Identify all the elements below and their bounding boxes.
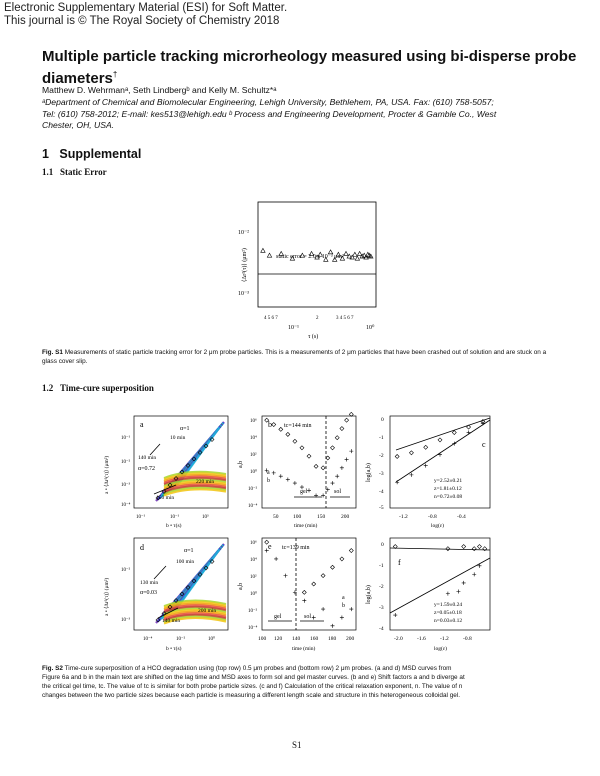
panel-e-xtick-5: 180 <box>328 636 337 642</box>
exponent-b-point <box>456 589 460 593</box>
s1-annotation: static error = 2.0 x 10⁻³ μm² <box>276 254 344 260</box>
affiliation-line-1: ᵃDepartment of Chemical and Biomolecular Engineering, Lehigh University, Bethlehem, PA, USA. Fax: (610) 758-5057; <box>42 97 494 107</box>
exponent-b-point <box>438 453 442 457</box>
panel-d <box>103 538 228 652</box>
figure-s2 <box>88 408 508 653</box>
shift-factor-a-point <box>335 474 339 478</box>
figure-s1-caption-text: Measurements of static particle tracking error for 2 μm probe particles. This is a measurements of 2 μm particles that have been crashed out of solution and are stuck on a glass cover slip. <box>42 349 547 365</box>
shift-factor-a-point <box>349 449 353 453</box>
shift-factor-b-point <box>335 436 339 440</box>
paper-title <box>42 48 582 88</box>
panel-b-ytick-3: 10² <box>250 453 257 458</box>
panel-c-fit-a <box>396 418 490 450</box>
panel-d-time-1: 100 min <box>176 559 195 565</box>
panel-c <box>365 416 490 529</box>
panel-b-ytick-1: 10⁶ <box>250 419 257 424</box>
panel-d-time-4: 140 min <box>162 618 181 624</box>
panel-c-ytick-1: 0 <box>381 417 384 423</box>
s1-xminor-right: 3 4 5 6 7 <box>336 316 354 321</box>
figure-s2-caption-4: changes between the two particle sizes because each particle is measuring a different length scale and structure in this heterogeneous colloidal gel. <box>42 692 461 699</box>
panel-a <box>103 416 228 529</box>
panel-a-alpha2: α=0.72 <box>138 466 156 472</box>
panel-b-ytick-6: 10⁻⁴ <box>248 504 258 509</box>
shift-factor-b-point <box>307 454 311 458</box>
s1-data-point <box>360 254 364 258</box>
shift-factor-b-point <box>340 557 344 561</box>
shift-factor-a-point <box>331 624 335 628</box>
panel-c-ytick-3: -2 <box>379 453 384 459</box>
panel-d-xtick-2: 10⁻² <box>176 637 186 642</box>
panel-f-xtick-4: -0.8 <box>463 636 472 642</box>
panel-f-xtick-3: -1.2 <box>440 636 449 642</box>
panel-c-xtick-3: -0.4 <box>457 514 466 520</box>
section-1-title: Supplemental <box>59 147 142 161</box>
shift-factor-a-point <box>272 471 276 475</box>
panel-c-fit-b <box>396 420 490 482</box>
panel-e-ytick-3: 10² <box>250 575 257 580</box>
shift-factor-a-point <box>302 599 306 603</box>
figure-s2-caption-label: Fig. S2 <box>42 665 63 672</box>
panel-a-xtick-3: 10³ <box>202 515 209 520</box>
panel-b-xtick-2: 100 <box>293 514 302 520</box>
panel-a-time-1: 10 min <box>170 435 186 441</box>
header-line-2: This journal is © The Royal Society of Chemistry 2018 <box>4 15 280 27</box>
panel-b-legend-a: a <box>267 470 270 476</box>
s1-xmajor-1: 10⁻¹ <box>288 325 299 331</box>
page-number: S1 <box>292 740 302 750</box>
panel-a-ytick-1: 10⁻¹ <box>121 436 131 441</box>
shift-factor-b-point <box>321 574 325 578</box>
exponent-a-point <box>446 547 450 551</box>
shift-factor-b-point <box>286 432 290 436</box>
panel-e-sol: sol <box>304 614 312 620</box>
panel-b <box>238 412 356 529</box>
panel-b-ytick-4: 10⁰ <box>250 470 258 475</box>
shift-factor-b-point <box>321 466 325 470</box>
shift-factor-a-point <box>340 615 344 619</box>
panel-b-xtick-3: 150 <box>317 514 326 520</box>
panel-e-ytick-5: 10⁻² <box>248 609 258 614</box>
panel-d-time-2: 130 min <box>140 580 159 586</box>
panel-f-ytick-3: -2 <box>379 584 384 590</box>
subsection-1-2-number: 1.2 <box>42 383 54 393</box>
subsection-1-2-heading <box>42 383 154 393</box>
shift-factor-a-point <box>331 481 335 485</box>
shift-factor-a-point <box>345 457 349 461</box>
panel-d-ytick-2: 10⁻³ <box>121 618 131 623</box>
panel-d-ytick-1: 10⁻² <box>121 568 131 573</box>
panel-f-fit-2: z=0.05±0.18 <box>434 610 462 616</box>
panel-c-points <box>395 420 485 485</box>
s1-data-point <box>261 248 265 252</box>
panel-e-tc: tc=139 min <box>282 545 310 551</box>
panel-c-ytick-5: -4 <box>379 489 384 495</box>
panel-a-ytick-3: 10⁻³ <box>121 483 131 488</box>
msd-sol-curve <box>179 549 219 604</box>
panel-c-ylabel: log(a,b) <box>366 463 372 482</box>
panel-a-time-3: 220 min <box>196 479 215 485</box>
shift-factor-b-point <box>331 565 335 569</box>
panel-c-ytick-4: -3 <box>379 471 384 477</box>
exponent-a-point <box>409 451 413 455</box>
panel-a-xtick-1: 10⁻¹ <box>136 515 146 520</box>
shift-factor-a-point <box>293 481 297 485</box>
figure-s2-caption-1: Time-cure superposition of a HCO degradation using (top row) 0.5 μm probes and (bottom row) 2 μm probes. (a and d) MSD curves from <box>64 665 452 672</box>
exponent-a-point <box>395 454 399 458</box>
shift-factor-b-point <box>345 418 349 422</box>
s1-data-point <box>353 252 357 256</box>
panel-e-xtick-6: 200 <box>346 636 355 642</box>
panel-e-legend-a: a <box>342 595 345 601</box>
exponent-b-point <box>472 572 476 576</box>
s1-xminor-left: 4 5 6 7 <box>264 316 278 321</box>
panel-c-xlabel: log(ε) <box>431 523 445 529</box>
affiliation <box>42 97 582 132</box>
title-line-1: Multiple particle tracking microrheology measured using bi-disperse probe <box>42 48 577 65</box>
panel-a-ytick-4: 10⁻⁴ <box>121 503 131 508</box>
panel-a-label: a <box>140 420 144 429</box>
subsection-1-2-title: Time-cure superposition <box>60 383 154 393</box>
exponent-a-point <box>452 431 456 435</box>
shift-factor-b-point <box>331 446 335 450</box>
s1-xminor-mid: 2 <box>316 316 319 321</box>
exponent-b-point <box>393 613 397 617</box>
shift-factor-a-point <box>286 478 290 482</box>
panel-b-ytick-2: 10⁴ <box>250 436 257 441</box>
panel-b-xlabel: time (min) <box>294 523 318 529</box>
shift-factor-b-point <box>340 427 344 431</box>
section-1-number: 1 <box>42 147 49 161</box>
authors: Matthew D. Wehrmanᵃ, Seth Lindbergᵇ and Kelly M. Schultz*ᵃ <box>42 85 277 95</box>
panel-f-label: f <box>398 558 401 567</box>
figure-s1-caption-label: Fig. S1 <box>42 349 63 356</box>
panel-f <box>365 538 490 652</box>
shift-factor-a-point <box>279 474 283 478</box>
panel-d-arrow-1 <box>154 566 166 579</box>
panel-f-ytick-1: 0 <box>381 542 384 548</box>
exponent-b-point <box>462 581 466 585</box>
panel-a-time-4: 150 min <box>156 495 175 501</box>
s1-ytick-1: 10⁻² <box>238 230 249 236</box>
shift-factor-a-point <box>349 607 353 611</box>
panel-c-ytick-6: -5 <box>379 505 384 511</box>
shift-factor-b-point <box>300 446 304 450</box>
title-line-2: diameters <box>42 70 113 87</box>
affiliation-line-2: Tel: (610) 758-2012; E-mail: kes513@lehigh.edu ᵇ Process and Engineering Development, Procter & Gamble Co., West <box>42 108 497 119</box>
exponent-a-point <box>424 445 428 449</box>
figure-s2-caption-2: Figure 6a and b in the main text are shifted on the lag time and MSD axes to form sol and gel master curves. (b and e) Shift factors a and b diverge at <box>42 674 465 681</box>
figure-s2-caption <box>42 664 572 700</box>
panel-d-label: d <box>140 543 144 552</box>
panel-b-xtick-4: 200 <box>341 514 350 520</box>
journal-header <box>4 2 287 28</box>
panel-d-time-3: 200 min <box>198 608 217 614</box>
shift-factor-a-point <box>307 488 311 492</box>
panel-b-ylabel: a,b <box>238 460 244 468</box>
figure-s2-caption-3: the critical gel time, tc. The value of tc is similar for both probe particle sizes. (c and f) Calculation of the critical relaxation exponent, n. The value of n <box>42 683 463 690</box>
panel-e-ytick-2: 10⁴ <box>250 558 257 563</box>
title-dagger: † <box>112 70 118 79</box>
exponent-b-point <box>446 592 450 596</box>
exponent-b-point <box>409 473 413 477</box>
shift-factor-a-point <box>340 466 344 470</box>
panel-b-tc: tc=144 min <box>284 423 312 429</box>
panel-e-xtick-1: 100 <box>258 636 267 642</box>
panel-e-gel: gel <box>274 614 282 620</box>
panel-b-legend-b: b <box>267 478 270 484</box>
panel-b-label: b <box>268 420 272 429</box>
panel-e-label: e <box>268 542 272 551</box>
panel-a-xtick-2: 10⁻¹ <box>170 515 180 520</box>
panel-e-ytick-4: 10⁰ <box>250 592 258 597</box>
s1-ylabel: ⟨Δr²(τ)⟩ (μm²) <box>242 248 248 282</box>
panel-d-alpha1: α=1 <box>184 548 194 554</box>
panel-e-ytick-1: 10⁶ <box>250 541 257 546</box>
panel-e-xtick-4: 160 <box>310 636 319 642</box>
shift-factor-b-point <box>272 423 276 427</box>
shift-factor-b-point <box>279 427 283 431</box>
panel-d-ylabel: a • ⟨Δr²(τ)⟩ (μm²) <box>104 577 110 616</box>
s1-data-point <box>355 256 359 260</box>
panel-a-xlabel: b • τ(s) <box>166 523 182 529</box>
panel-f-ytick-2: -1 <box>379 563 384 569</box>
panel-f-ytick-5: -4 <box>379 626 384 632</box>
affiliation-line-3: Chester, OH, USA. <box>42 120 115 130</box>
section-1-heading <box>42 147 141 161</box>
exponent-b-point <box>395 480 399 484</box>
panel-e-xtick-3: 140 <box>292 636 301 642</box>
panel-c-xtick-1: -1.2 <box>399 514 408 520</box>
panel-a-alpha1: α=1 <box>180 426 190 432</box>
shift-factor-b-point <box>349 549 353 553</box>
panel-c-fit-3: n=0.72±0.08 <box>434 494 463 500</box>
panel-f-fit-1: y=1.59±0.24 <box>434 602 463 608</box>
panel-f-xlabel: log(ε) <box>434 646 448 652</box>
panel-a-ylabel: a • ⟨Δr²(τ)⟩ (μm²) <box>104 455 110 494</box>
panel-b-xtick-1: 50 <box>273 514 279 520</box>
panel-e-xtick-2: 120 <box>274 636 283 642</box>
panel-e-legend-b: b <box>342 603 345 609</box>
panel-c-ytick-2: -1 <box>379 435 384 441</box>
shift-factor-a-point <box>284 574 288 578</box>
exponent-a-point <box>438 438 442 442</box>
s1-data-point <box>267 253 271 257</box>
s1-ytick-2: 10⁻³ <box>238 291 249 297</box>
panel-f-xtick-1: -2.0 <box>394 636 403 642</box>
subsection-1-1-title: Static Error <box>60 167 107 177</box>
exponent-b-point <box>467 431 471 435</box>
header-line-1: Electronic Supplementary Material (ESI) for Soft Matter. <box>4 2 288 14</box>
shift-factor-a-point <box>312 615 316 619</box>
panel-c-fit-2: z=1.81±0.12 <box>434 486 462 492</box>
panel-e-ytick-6: 10⁻⁴ <box>248 626 258 631</box>
panel-a-time-2: 140 min <box>138 455 157 461</box>
panel-c-label: c <box>482 440 486 449</box>
panel-d-xtick-3: 10⁰ <box>208 637 216 642</box>
subsection-1-1-heading <box>42 167 107 177</box>
exponent-a-point <box>477 545 481 549</box>
s1-xlabel: τ (s) <box>308 334 319 340</box>
panel-e-xlabel: time (min) <box>292 646 316 652</box>
panel-c-xtick-2: -0.8 <box>428 514 437 520</box>
exponent-a-point <box>462 545 466 549</box>
panel-e <box>238 538 356 652</box>
panel-c-fit-1: y=2.52±0.21 <box>434 478 463 484</box>
panel-b-gel: gel <box>300 489 308 495</box>
shift-factor-b-point <box>314 464 318 468</box>
shift-factor-b-point <box>312 582 316 586</box>
panel-d-xtick-1: 10⁻⁴ <box>143 637 153 642</box>
exponent-b-point <box>424 464 428 468</box>
s1-xmajor-2: 10⁰ <box>366 325 375 331</box>
panel-f-frame <box>390 538 490 630</box>
panel-b-sol: sol <box>334 489 342 495</box>
panel-f-ylabel: log(a,b) <box>366 585 372 604</box>
s1-data-point <box>357 251 361 255</box>
figure-s1 <box>228 192 388 342</box>
shift-factor-a-point <box>274 557 278 561</box>
panel-d-xlabel: b • τ(s) <box>166 646 182 652</box>
shift-factor-b-point <box>302 590 306 594</box>
subsection-1-1-number: 1.1 <box>42 167 54 177</box>
panel-a-ytick-2: 10⁻² <box>121 460 131 465</box>
panel-f-xtick-2: -1.6 <box>417 636 426 642</box>
shift-factor-a-point <box>321 607 325 611</box>
panel-b-frame <box>262 416 356 508</box>
s1-data-point <box>344 251 348 255</box>
panel-e-ylabel: a,b <box>238 582 244 590</box>
panel-f-fit-3: n=0.03±0.12 <box>434 618 463 624</box>
panel-b-ytick-5: 10⁻² <box>248 487 258 492</box>
panel-d-alpha2: α=0.03 <box>140 590 158 596</box>
panel-a-arrow-1 <box>150 444 160 455</box>
shift-factor-b-point <box>293 439 297 443</box>
figure-s1-caption <box>42 348 562 366</box>
panel-f-ytick-4: -3 <box>379 605 384 611</box>
